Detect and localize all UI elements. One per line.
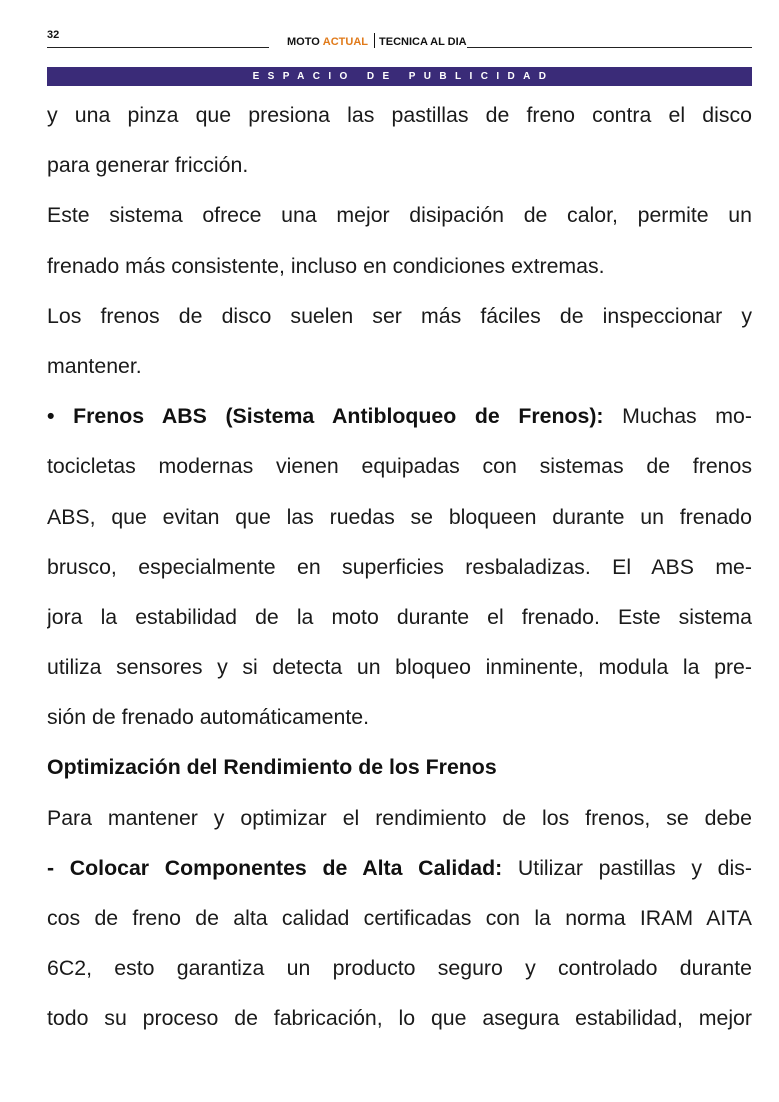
page-header xyxy=(47,26,752,50)
body-line: jora la estabilidad de la moto durante el frenado. Este sistema xyxy=(47,604,752,629)
components-rest: Utilizar pastillas y dis- xyxy=(502,855,752,880)
components-term: - Colocar Componentes de Alta Calidad: xyxy=(47,855,503,880)
body-line: para generar fricción. xyxy=(47,153,249,178)
brand-actual: ACTUAL xyxy=(322,36,369,48)
body-line: Los frenos de disco suelen ser más fáciles de inspeccionar y xyxy=(47,303,752,328)
body-line: frenado más consistente, incluso en condiciones extremas. xyxy=(47,253,605,278)
ad-banner-label: ESPACIO DE PUBLICIDAD xyxy=(252,71,555,82)
body-line: Este sistema ofrece una mejor disipación de calor, permite un xyxy=(47,203,752,228)
body-line: tocicletas modernas vienen equipadas con sistemas de frenos xyxy=(47,454,752,479)
masthead xyxy=(287,33,467,48)
article-body xyxy=(47,90,752,1044)
header-rule-left xyxy=(47,47,269,48)
section-name: TECNICA AL DIA xyxy=(379,36,467,48)
masthead-divider xyxy=(374,33,375,48)
body-line: Para mantener y optimizar el rendimiento de los frenos, se debe xyxy=(47,805,752,830)
section-heading: Optimización del Rendimiento de los Frenos xyxy=(47,755,497,780)
header-rule-right xyxy=(467,47,752,48)
body-line: brusco, especialmente en superficies resbaladizas. El ABS me- xyxy=(47,554,752,579)
body-line: sión de frenado automáticamente. xyxy=(47,705,370,730)
body-line: mantener. xyxy=(47,353,142,378)
body-line: 6C2, esto garantiza un producto seguro y controlado durante xyxy=(47,956,752,981)
abs-intro-line xyxy=(47,391,752,441)
components-line xyxy=(47,843,752,893)
abs-term: • Frenos ABS (Sistema Antibloqueo de Frenos): xyxy=(47,404,604,429)
abs-intro-rest: Muchas mo- xyxy=(603,404,752,429)
body-line: cos de freno de alta calidad certificadas con la norma IRAM AITA xyxy=(47,906,752,930)
body-line: utiliza sensores y si detecta un bloqueo inminente, modula la pre- xyxy=(47,655,752,680)
page-number: 32 xyxy=(47,29,60,41)
brand-moto: MOTO xyxy=(287,36,320,48)
body-line: y una pinza que presiona las pastillas de freno contra el disco xyxy=(47,103,752,127)
ad-banner xyxy=(47,67,752,86)
body-line: todo su proceso de fabricación, lo que asegura estabilidad, mejor xyxy=(47,1006,752,1031)
body-line: ABS, que evitan que las ruedas se bloqueen durante un frenado xyxy=(47,504,752,529)
